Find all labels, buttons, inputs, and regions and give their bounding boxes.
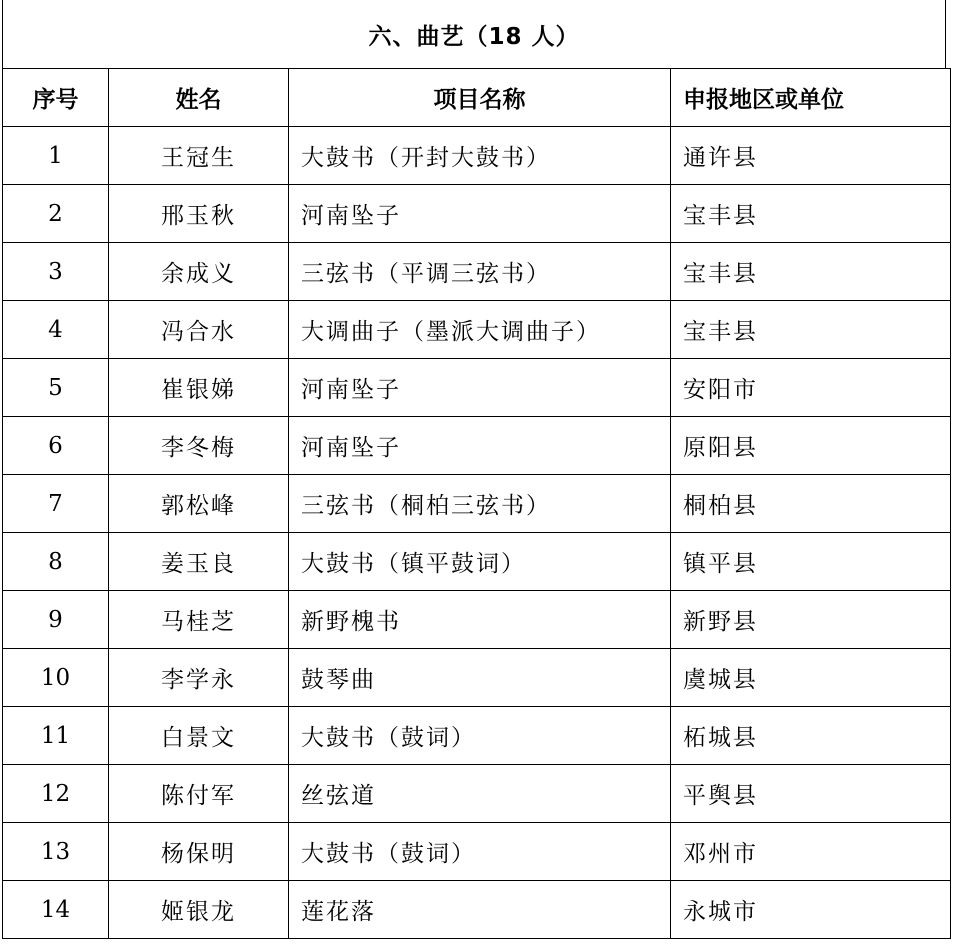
row-name: 白景文 [109, 707, 289, 765]
row-name: 姬银龙 [109, 881, 289, 939]
row-index: 2 [3, 185, 109, 243]
row-name: 姜玉良 [109, 533, 289, 591]
row-index: 10 [3, 649, 109, 707]
table-row [3, 417, 951, 475]
table-row [3, 881, 951, 939]
row-index: 9 [3, 591, 109, 649]
row-name: 王冠生 [109, 127, 289, 185]
row-index: 8 [3, 533, 109, 591]
row-region: 镇平县 [671, 533, 951, 591]
row-name: 李学永 [109, 649, 289, 707]
table-row [3, 533, 951, 591]
row-project: 河南坠子 [289, 359, 671, 417]
row-index: 7 [3, 475, 109, 533]
header-project: 项目名称 [289, 69, 671, 127]
heritage-table [2, 68, 951, 939]
row-region: 虞城县 [671, 649, 951, 707]
row-project: 三弦书（桐柏三弦书） [289, 475, 671, 533]
row-region: 平舆县 [671, 765, 951, 823]
row-project: 莲花落 [289, 881, 671, 939]
row-name: 陈付军 [109, 765, 289, 823]
row-name: 马桂芝 [109, 591, 289, 649]
row-name: 邢玉秋 [109, 185, 289, 243]
table-header-row [3, 69, 951, 127]
row-name: 郭松峰 [109, 475, 289, 533]
row-project: 河南坠子 [289, 185, 671, 243]
row-index: 4 [3, 301, 109, 359]
row-index: 1 [3, 127, 109, 185]
row-name: 冯合水 [109, 301, 289, 359]
row-index: 5 [3, 359, 109, 417]
table-row [3, 127, 951, 185]
table-row [3, 359, 951, 417]
row-project: 丝弦道 [289, 765, 671, 823]
row-index: 6 [3, 417, 109, 475]
header-region: 申报地区或单位 [671, 69, 951, 127]
row-project: 河南坠子 [289, 417, 671, 475]
row-region: 新野县 [671, 591, 951, 649]
header-index: 序号 [3, 69, 109, 127]
row-project: 大鼓书（鼓词） [289, 823, 671, 881]
row-index: 12 [3, 765, 109, 823]
table-row [3, 707, 951, 765]
row-index: 14 [3, 881, 109, 939]
table-row [3, 591, 951, 649]
table-row [3, 475, 951, 533]
row-project: 大鼓书（鼓词） [289, 707, 671, 765]
table-row [3, 649, 951, 707]
row-region: 宝丰县 [671, 301, 951, 359]
row-region: 通许县 [671, 127, 951, 185]
header-name: 姓名 [109, 69, 289, 127]
row-name: 李冬梅 [109, 417, 289, 475]
row-project: 大鼓书（镇平鼓词） [289, 533, 671, 591]
table-row [3, 301, 951, 359]
table-row [3, 243, 951, 301]
row-project: 大鼓书（开封大鼓书） [289, 127, 671, 185]
row-index: 3 [3, 243, 109, 301]
row-region: 宝丰县 [671, 185, 951, 243]
row-index: 11 [3, 707, 109, 765]
row-project: 鼓琴曲 [289, 649, 671, 707]
table-row [3, 185, 951, 243]
table-row [3, 765, 951, 823]
row-region: 宝丰县 [671, 243, 951, 301]
row-project: 大调曲子（墨派大调曲子） [289, 301, 671, 359]
row-region: 永城市 [671, 881, 951, 939]
row-project: 三弦书（平调三弦书） [289, 243, 671, 301]
row-name: 崔银娣 [109, 359, 289, 417]
row-region: 柘城县 [671, 707, 951, 765]
row-region: 原阳县 [671, 417, 951, 475]
table-row [3, 823, 951, 881]
row-name: 余成义 [109, 243, 289, 301]
row-project: 新野槐书 [289, 591, 671, 649]
section-title: 六、曲艺（18 人） [2, 0, 946, 68]
row-name: 杨保明 [109, 823, 289, 881]
row-index: 13 [3, 823, 109, 881]
row-region: 桐柏县 [671, 475, 951, 533]
row-region: 邓州市 [671, 823, 951, 881]
row-region: 安阳市 [671, 359, 951, 417]
